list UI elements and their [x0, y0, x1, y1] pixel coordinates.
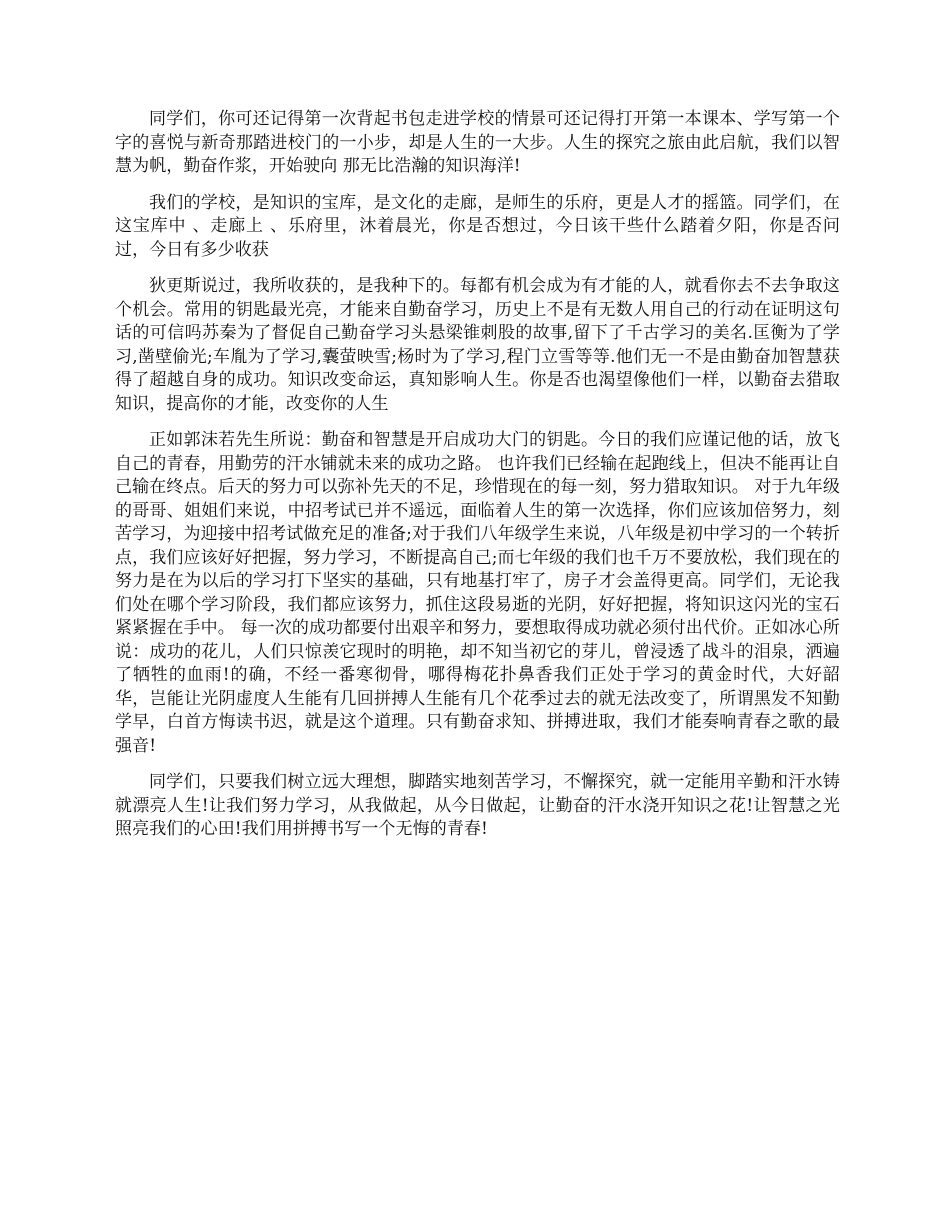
paragraph-guo-moruo: 正如郭沫若先生所说：勤奋和智慧是开启成功大门的钥匙。今日的我们应谨记他的话，放飞自己的青春，用勤劳的汗水铺就未来的成功之路。 也许我们已经输在起跑线上，但决不能再让自己输在终点。后天的努力可以弥补先天的不足，珍惜现在的每一刻，努力猎取知识。 对于九年级的哥哥、姐姐们来说，中招考试已并不遥远，面临着人生的第一次选择，你们应该加倍努力，刻苦学习，为迎接中招考试做充足的准备;对于我们八年级学生来说，八年级是初中学习的一个转折点，我们应该好好把握，努力学习，不断提高自己;而七年级的我们也千万不要放松，我们现在的努力是在为以后的学习打下坚实的基础，只有地基打牢了，房子才会盖得更高。同学们，无论我们处在哪个学习阶段，我们都应该努力，抓住这段易逝的光阴，好好把握，将知识这闪光的宝石紧紧握在手中。 每一次的成功都要付出艰辛和努力，要想取得成功就必须付出代价。正如冰心所说：成功的花儿，人们只惊羡它现时的明艳，却不知当初它的芽儿，曾浸透了战斗的泪泉，洒遍了牺牲的血雨!的确，不经一番寒彻骨，哪得梅花扑鼻香我们正处于学习的黄金时代，大好韶华，岂能让光阴虚度人生能有几回拼搏人生能有几个花季过去的就无法改变了，所谓黑发不知勤学早，白首方悔读书迟，就是这个道理。只有勤奋求知、拼搏进取，我们才能奏响青春之歌的最强音!: [115, 430, 840, 756]
paragraph-school: 我们的学校，是知识的宝库，是文化的走廊，是师生的乐府，更是人才的摇篮。同学们，在这宝库中 、走廊上 、乐府里，沐着晨光，你是否想过，今日该干些什么踏着夕阳，你是否问过，今日有多少收获: [115, 192, 840, 260]
document-body: [115, 108, 840, 855]
paragraph-intro: 同学们，你可还记得第一次背起书包走进学校的情景可还记得打开第一本课本、学写第一个字的喜悦与新奇那踏进校门的一小步，却是人生的一大步。人生的探究之旅由此启航，我们以智慧为帆，勤奋作浆，开始驶向 那无比浩瀚的知识海洋!: [115, 109, 840, 176]
paragraph-dickens: 狄更斯说过，我所收获的，是我种下的。每都有机会成为有才能的人，就看你去不去争取这个机会。常用的钥匙最光亮，才能来自勤奋学习，历史上不是有无数人用自己的行动在证明这句话的可信吗苏秦为了督促自己勤奋学习头悬梁锥刺股的故事,留下了千古学习的美名.匡衡为了学习,凿壁偷光;车胤为了学习,囊萤映雪;杨时为了学习,程门立雪等等.他们无一不是由勤奋加智慧获得了超越自身的成功。知识改变命运，真知影响人生。你是否也渴望像他们一样，以勤奋去猎取知识，提高你的才能，改变你的人生: [115, 276, 840, 414]
paragraph-conclusion: 同学们，只要我们树立远大理想，脚踏实地刻苦学习，不懈探究，就一定能用辛勤和汗水铸就漂亮人生!让我们努力学习，从我做起，从今日做起，让勤奋的汗水浇开知识之花!让智慧之光照亮我们的心田!我们用拼搏书写一个无悔的青春!: [115, 772, 840, 839]
